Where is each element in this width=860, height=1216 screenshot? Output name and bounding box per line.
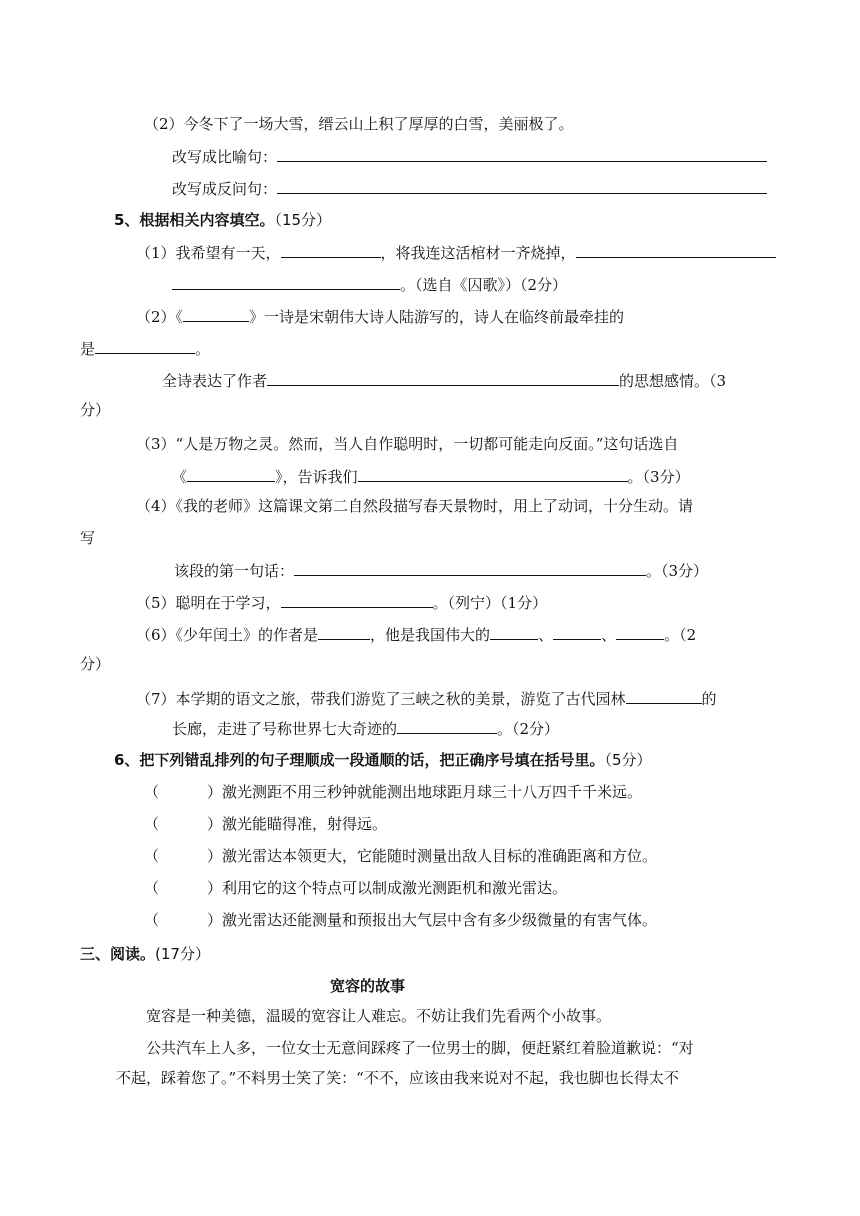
q6-heading: 6、把下列错乱排列的句子理顺成一段通顺的话，把正确序号填在括号里。（5分） (114, 751, 652, 769)
q6-paren-close: ） (207, 815, 223, 833)
q6-paren-open: （ (144, 911, 160, 929)
q5-item7-blank-garden[interactable] (626, 688, 702, 704)
q5-score: （15分） (274, 211, 332, 229)
q5-item4-line1: （4）《我的老师》这篇课文第二自然段描写春天景物时，用上了动词，十分生动。请 (136, 497, 694, 515)
q5-item1-line1: （1）我希望有一天， ，将我连这活棺材一齐烧掉， (136, 242, 776, 263)
section3-heading: 三、阅读。(17分） (80, 945, 210, 963)
q6-sentence-text: 利用它的这个特点可以制成激光测距机和激光雷达。 (222, 879, 568, 897)
q5-item2-line4: 分） (80, 401, 111, 419)
q5-item7-line1: （7）本学期的语文之旅，带我们游览了三峡之秋的美景，游览了古代园林 的 (136, 690, 717, 708)
q6-score: （5分） (604, 751, 652, 769)
q5-item6-blank-role2[interactable] (553, 624, 601, 640)
q5-item2-blank-concern[interactable] (95, 338, 195, 354)
q5-item3-blank-meaning[interactable] (358, 466, 628, 482)
q6-sentence-row (144, 846, 657, 866)
section3-score: (17分） (155, 945, 210, 963)
rhetorical-answer-blank[interactable] (277, 178, 767, 194)
q6-sentence-text: 激光雷达还能测量和预报出大气层中含有多少级微量的有害气体。 (222, 911, 658, 929)
q5-item5-blank[interactable] (281, 592, 433, 608)
q5-heading: 5、根据相关内容填空。（15分） (114, 211, 332, 229)
q5-item6-blank-role3[interactable] (616, 624, 664, 640)
q6-paren-open: （ (144, 783, 160, 801)
rhetorical-row (172, 178, 767, 199)
q6-paren-open: （ (144, 815, 160, 833)
reading-title: 宽容的故事 (330, 977, 406, 995)
q5-item6-line1: （6）《少年闰土》的作者是 ，他是我国伟大的 、 、 。（2 (136, 626, 697, 644)
q6-paren-close: ） (207, 847, 223, 865)
q5-item7-line2: 长廊，走进了号称世界七大奇迹的 。（2分） (172, 720, 560, 738)
reading-paragraph-1: 宽容是一种美德，温暖的宽容让人难忘。不妨让我们先看两个小故事。 (146, 1007, 612, 1025)
q6-paren-close: ） (207, 879, 223, 897)
q6-sentence-row (144, 910, 657, 930)
q5-item1-line2: 。（选自《囚歌》）（2分） (172, 274, 567, 295)
q5-item1-blank2[interactable] (576, 242, 776, 258)
q6-sentence-row (144, 782, 642, 802)
reading-paragraph-2-line2: 不起，踩着您了。”不料男士笑了笑：“不不，应该由我来说对不起，我也脚也长得太不 (116, 1069, 679, 1087)
q6-sentence-text: 激光雷达本领更大，它能随时测量出敌人目标的准确距离和方位。 (222, 847, 658, 865)
simile-answer-blank[interactable] (277, 146, 767, 162)
q6-sentence-row (144, 814, 387, 834)
q4-item2-sentence: （2）今冬下了一场大雪，缙云山上积了厚厚的白雪，美丽极了。 (144, 115, 574, 133)
q5-item2-blank-title[interactable] (183, 306, 249, 322)
rhetorical-label: 改写成反问句： (172, 180, 278, 198)
q5-item1-blank3[interactable] (172, 274, 400, 290)
q5-item7-blank-wonder[interactable] (397, 718, 497, 734)
q5-item4-line3: 该段的第一句话： 。（3分） (174, 562, 709, 580)
q5-item6-line2: 分） (80, 655, 111, 673)
simile-row (172, 146, 767, 167)
q5-item4-line2: 写 (80, 529, 96, 547)
q5-item3-line1: （3）“人是万物之灵。然而，当人自作聪明时，一切都可能走向反面。”这句话选自 (136, 435, 679, 453)
q6-paren-open: （ (144, 847, 160, 865)
q6-paren-open: （ (144, 879, 160, 897)
q5-item4-blank[interactable] (294, 560, 646, 576)
q5-item5: （5）聪明在于学习， 。（列宁）（1分） (136, 594, 548, 612)
q5-item3-blank-source[interactable] (187, 466, 275, 482)
q5-item6-blank-role1[interactable] (490, 624, 538, 640)
q5-item2-line3: 全诗表达了作者 的思想感情。（3 (162, 372, 727, 390)
q6-sentence-text: 激光测距不用三秒钟就能测出地球距月球三十八万四千千米远。 (222, 783, 643, 801)
q5-item3-line2: 《 》，告诉我们 。（3分） (172, 468, 690, 486)
q6-sentence-text: 激光能瞄得准，射得远。 (222, 815, 388, 833)
q5-item2-blank-feeling[interactable] (267, 370, 619, 386)
simile-label: 改写成比喻句： (172, 148, 278, 166)
q5-item6-blank-author[interactable] (318, 624, 370, 640)
reading-paragraph-2-line1: 公共汽车上人多，一位女士无意间踩疼了一位男士的脚，便赶紧红着脸道歉说：“对 (146, 1039, 694, 1057)
q5-item1-blank1[interactable] (281, 242, 381, 258)
q6-sentence-row (144, 878, 567, 898)
q6-paren-close: ） (207, 783, 223, 801)
q6-paren-close: ） (207, 911, 223, 929)
q5-item2-line1: （2）《 》一诗是宋朝伟大诗人陆游写的，诗人在临终前最牵挂的 (136, 308, 625, 326)
q5-item2-line2: 是 。 (80, 340, 211, 358)
